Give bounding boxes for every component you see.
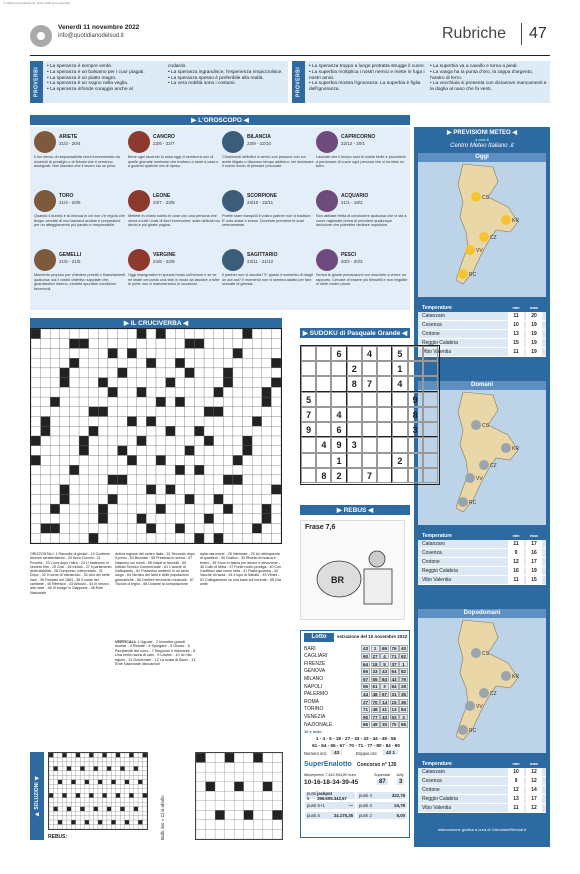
proverbi-left-box [30, 61, 288, 103]
zodiac-icon [128, 131, 150, 153]
vertical-text: 1 Uguale - 2 Investire grandi risorse - 3 Ridotte - 4 Spiegare - 5 Giusto - 6 Recipiente del cono - 7 Seguono il ristorante - 8 Una certa razza di cani - 9 Lavare - 10 Un dio egizio - 11 Governare - 12 La scala di Bach - 13 Ente Nazionale Idrocarburi [115, 640, 196, 667]
sudoku-cell[interactable] [301, 437, 316, 452]
map-city-code: CZ [490, 691, 497, 697]
sudoku-cell[interactable] [408, 453, 423, 468]
meteo-section [414, 127, 550, 847]
lotto-row: ROMA 27 70 14 15 36 [304, 698, 407, 705]
sudoku-cell[interactable] [316, 422, 331, 437]
rebus-illustration [309, 539, 399, 614]
temperature-header: Temperature min max [418, 531, 546, 540]
temperature-row: Catanzaro 11 17 [418, 540, 546, 549]
sudoku-cell[interactable] [408, 437, 423, 452]
sign-dates: 21/5 - 21/6 [59, 259, 81, 264]
sudoku-cell[interactable] [347, 468, 362, 483]
crossword-clues-col3: dalla mia morte - 28 Interesse - 29 Un delinquente di quartiere - 30 Grafico - 33 Rivista di musica e teatro - 35 Sono in fascia per amore e devozione - 36 Culto di Mitra - 37 Fonte molto prodiga - 40 Con il suffisso vale come seta - 41 Pasta gustosa - 42 Vacche di razza - 44 Il lupo di Sabato - 49 Vimini - 51 Collegamento su una base sul torrente - 55 Ora unite [200, 552, 282, 587]
sudoku-cell[interactable] [423, 407, 438, 422]
temperature-row: Crotone 13 19 [418, 330, 546, 339]
sudoku-cell[interactable] [316, 392, 331, 407]
crossword-clues-vertical [115, 640, 197, 666]
sudoku-cell[interactable]: 9 [331, 437, 346, 452]
zodiac-icon [222, 249, 244, 271]
crossword-grid[interactable] [30, 328, 282, 544]
header-divider [521, 23, 522, 45]
lotto-section [300, 630, 410, 838]
sign-text: Senza le giuste precauzioni non riuscirete a vivere un rapporto. Cercate di essere più flessibili e non irrigidite in nelle vostre paure. [316, 273, 408, 287]
sudoku-cell[interactable]: 2 [347, 361, 362, 376]
punti-row: punti 4 322,75 [356, 791, 408, 800]
superstar-number: 87 [379, 779, 386, 785]
map-city-code: CS [482, 195, 489, 201]
lotto-row: PALERMO 44 48 67 31 35 [304, 691, 407, 698]
proverbi-right-col2 [430, 64, 548, 93]
superstar-label: Superstar [374, 773, 391, 777]
sudoku-cell[interactable]: 9 [408, 392, 423, 407]
sign-name: ARIETE [59, 134, 78, 140]
concorso: Concorso n° 135 [357, 762, 397, 768]
weather-icon [465, 473, 475, 483]
map-city-code: RC [469, 728, 477, 734]
sudoku-cell[interactable] [423, 453, 438, 468]
crossword-clues-horizontal: ORIZZONTALI: 1 Raccolte di giudizi - 10 Contiene diverse caratteristiche - 20 Anno Domini - 21 Povertà - 23 L'una dopo l'altra - 24 Li batterono in vecchie film - 25 Così - 26 Iniziali - 27 Il parlamento della stabilità - 28 Compreso, interpretato - 31 Dopo - 32 Il nome di Yamamoto - 34 Uno dei sette nani - 36 Fondato nel 1863 - 38 Il nome del cantante - 40 Riferisce - 43 Articolo - 44 In mezzo alla nave - 46 Si svolge in Giappone - 48 Ente Nazionale [30, 552, 112, 595]
proverbi-tag: PROVERBI [30, 61, 43, 103]
proverb: • La speranza è un piatto magro. [47, 75, 117, 81]
proverb: codardo. [168, 64, 187, 69]
sudoku-cell[interactable]: 7 [362, 376, 377, 391]
sudoku-cell[interactable] [423, 437, 438, 452]
sudoku-cell[interactable] [408, 376, 423, 391]
dieci-e-lotto-label: 10 e lotto [304, 729, 322, 734]
sign-text: Bene ogni facendo in casa oggi vi sembrerà uno di quelle giornate luminose che invitano a stare a casa e a godersi qualche ora di riposo. [128, 155, 219, 169]
oroscopo-section [30, 127, 410, 310]
sudoku-cell[interactable]: 2 [331, 468, 346, 483]
sudoku-cell[interactable] [377, 361, 392, 376]
temperature-row: Catanzaro 11 20 [418, 312, 546, 321]
weather-icon [471, 648, 481, 658]
weather-icon [458, 725, 468, 735]
dieci-line-2: 61 - 64 - 65 - 67 - 70 - 71 - 77 - 80 - 84 - 90 [312, 743, 400, 748]
map-city-code: CS [482, 651, 489, 657]
sign-name: ACQUARIO [341, 193, 369, 199]
soluzioni-tag: ▶ SOLUZIONI ◀ [30, 752, 44, 840]
soluzione-cruciverba [48, 752, 148, 830]
weather-icon [471, 192, 481, 202]
lotto-estrazione: estrazione del 10 novembre 2022 [337, 634, 408, 639]
soluzione-sudoku [195, 752, 283, 840]
sudoku-cell[interactable] [392, 392, 407, 407]
sudoku-cell[interactable] [347, 346, 362, 361]
sudoku-cell[interactable] [423, 376, 438, 391]
proverb: • La speranza troppo a lungo protratta strugge il cuore. [309, 64, 426, 69]
proverb: • La superbia moltiplica i nostri nemici e mette in fuga i nostri amici. [309, 69, 425, 81]
zodiac-icon [316, 131, 338, 153]
superenalotto-numbers: 10-16-18-34-39-45 [304, 779, 359, 786]
sign-dates: 23/11 - 21/12 [247, 259, 274, 264]
sudoku-cell[interactable] [377, 376, 392, 391]
proverbi-right-box [292, 61, 550, 103]
sign-name: SCORPIONE [247, 193, 278, 199]
sudoku-cell[interactable]: 8 [347, 376, 362, 391]
sign-name: BILANCIA [247, 134, 271, 140]
lotto-row: MILANO 67 55 84 43 79 [304, 676, 407, 683]
sudoku-cell[interactable] [377, 346, 392, 361]
sudoku-cell[interactable] [392, 437, 407, 452]
weather-icon [471, 420, 481, 430]
temperature-header: Temperature min max [418, 759, 546, 768]
lotto-row: NAZIONALE 86 49 30 70 65 [304, 721, 407, 728]
sudoku-cell[interactable] [362, 422, 377, 437]
zodiac-icon [222, 131, 244, 153]
temperature-row: Reggio Calabria 15 19 [418, 339, 546, 348]
sign-text: Il tuo senso di responsabilità verrà incrementato da incarichi di prestigio o di fiducia che ti verranno assegnati. Non lasciare che il lavoro sia un peso. [34, 155, 120, 169]
numero-oro: 43 [331, 750, 342, 755]
sudoku-cell[interactable] [377, 437, 392, 452]
sudoku-cell[interactable] [377, 453, 392, 468]
sudoku-cell[interactable] [316, 407, 331, 422]
sign-text: Potete stare tranquilli il vostro partner non vi tradisce. E' solo ansia e stress. Dovreste prendere le cose serenamente. [222, 214, 312, 228]
sign-name: CAPRICORNO [341, 134, 376, 140]
sudoku-cell[interactable]: 6 [331, 422, 346, 437]
sudoku-cell[interactable] [316, 361, 331, 376]
temperature-row: Crotone 12 17 [418, 558, 546, 567]
sudoku-cell[interactable] [362, 453, 377, 468]
lotto-row: FIRENZE 64 18 5 37 1 [304, 660, 408, 667]
temperature-row: Crotone 12 14 [418, 786, 546, 795]
crossword-clues-col2: Antica regione del centro Italia - 51 Secondo dopo il primo - 53 Bruciate - 55 Presenta in scena - 57 Nascono sui monti - 58 Incipit ai fanciulli - 60 Istituto Tecnico Commerciale - 61 L'autore di Gattopardo - 62 Preavviso metterlo in un certo luogo - 64 Nemico dei ladri e delle popolazioni germaniche - 66 Celebre strumento musicale - 67 Trucioli di legno - 68 Durante la composizione [115, 552, 195, 587]
temperature-row: Catanzaro 10 12 [418, 768, 546, 777]
meteo-footer: elaborazione grafica a cura di CalcolatoriRemoti.it [437, 827, 527, 832]
sudoku-cell[interactable] [301, 453, 316, 468]
proverbi-left-col1 [47, 64, 165, 93]
copyright-notice: © ritratto la riproduzione. Tutti i diritti sono riservati [3, 1, 70, 5]
sign-dates: 22/12 - 20/1 [341, 141, 366, 146]
map-city-code: KR [512, 674, 519, 680]
proverb: • La vera nobiltà sono i costumi. [168, 81, 236, 87]
proverb: • La speranza è un sogno nella veglia. [47, 81, 129, 87]
proverb: • La speranza è un balsamo per i cuor piagati. [47, 69, 145, 75]
doppio-oro: 43 1 [383, 750, 398, 755]
sudoku-cell[interactable]: 2 [392, 453, 407, 468]
sign-text: Lasciate che il tempo sani le vostre ferite e procedete a perdonare di cuore ogni persona che vi ha fatto un torto. [316, 155, 406, 169]
sudoku-cell[interactable]: 9 [301, 422, 316, 437]
sudoku-cell[interactable] [316, 346, 331, 361]
sudoku-grid[interactable] [300, 345, 440, 485]
sign-name: TORO [59, 193, 74, 199]
sudoku-cell[interactable]: 5 [301, 392, 316, 407]
proverb: • La vanga ha la punta d'oro, la zappa d'argento, l'aratro di ferro. [430, 69, 533, 81]
zodiac-icon [34, 190, 56, 212]
map-city-code: RC [469, 500, 477, 506]
sudoku-cell[interactable] [347, 392, 362, 407]
sudoku-cell[interactable] [347, 422, 362, 437]
sudoku-cell[interactable] [301, 376, 316, 391]
sign-dates: 21/4 - 20/5 [59, 200, 81, 205]
weather-icon [501, 215, 511, 225]
soluzione-rebus: Bulb, ino = Ci si nbullo [160, 795, 165, 840]
punti-row: punti 2 5,00 [356, 811, 408, 820]
weather-icon [458, 269, 468, 279]
sign-text: Il partner non vi ascolta? E' giusto il momento di dargli un aut aut? Il momento non vi sembra adatto per fare scenate di gelosia. [222, 273, 313, 287]
sudoku-cell[interactable] [362, 437, 377, 452]
sudoku-cell[interactable] [377, 407, 392, 422]
lotto-row: VENEZIA 90 77 43 53 3 [304, 713, 408, 720]
sudoku-cell[interactable] [347, 453, 362, 468]
sign-dates: 21/1 - 19/2 [341, 200, 363, 205]
temperature-row: Cosenza 10 19 [418, 321, 546, 330]
zodiac-icon [128, 190, 150, 212]
sudoku-title: ▶ SUDOKU di Pasquale Grande ◀ [300, 328, 410, 338]
page-number: 47 [529, 25, 547, 42]
sudoku-cell[interactable] [301, 468, 316, 483]
proverb: • La vecchiaia si presenta con dicianove mancamenti e la doglia al naso che fa venti. [430, 81, 547, 93]
sign-dates: 23/7 - 23/8 [153, 200, 175, 205]
sudoku-cell[interactable] [377, 468, 392, 483]
sudoku-cell[interactable] [316, 376, 331, 391]
oroscopo-title: ▶ L'OROSCOPO ◀ [30, 115, 410, 125]
proverbi-tag: PROVERBI [292, 61, 305, 103]
sign-text: Non abbiate fretta di concludere qualcosa che vi sta a cuore ragionate prima di prendere qualunque decisione che potrebbe risultare impulsiva. [316, 214, 407, 228]
sign-name: LEONE [153, 193, 171, 199]
meteo-title: ▶ PREVISIONI METEO ◀ [447, 130, 517, 136]
sudoku-cell[interactable] [423, 422, 438, 437]
weather-icon [458, 497, 468, 507]
sudoku-cell[interactable]: 3 [347, 437, 362, 452]
sudoku-cell[interactable]: 3 [408, 422, 423, 437]
proverbi-right-col1 [309, 64, 427, 93]
soluzione-rebus-label: REBUS: [48, 834, 68, 840]
meteo-day-title: Oggi [418, 153, 546, 162]
sign-name: PESCI [341, 252, 357, 258]
sudoku-cell[interactable] [331, 361, 346, 376]
sudoku-cell[interactable]: 8 [408, 407, 423, 422]
temperature-table [418, 759, 546, 813]
rebus-box [300, 520, 405, 620]
sign-text: Chiarimenti definitivi in arrivo con persone con cui avete litigato o discusso tempo addietro: nel dichiarare il vostro modo di pensare procurate. [222, 155, 314, 169]
temperature-row: Cosenza 9 12 [418, 777, 546, 786]
vertical-title: VERTICALI: [115, 640, 137, 644]
sudoku-cell[interactable] [316, 453, 331, 468]
proverb: • La speranza è sempre verde. [47, 64, 113, 69]
sudoku-cell[interactable] [423, 346, 438, 361]
meteo-credit: a cura di [475, 138, 489, 142]
meteo-day-title: Domani [418, 381, 546, 390]
sudoku-cell[interactable] [423, 361, 438, 376]
header-rule [30, 55, 550, 56]
sudoku-cell[interactable] [392, 407, 407, 422]
sign-dates: 23/10 - 22/11 [247, 200, 274, 205]
map-city-code: VV [476, 476, 483, 482]
weather-icon [465, 245, 475, 255]
lotto-row: BARI 43 1 65 76 40 [304, 645, 407, 652]
sign-dates: 24/8 - 22/9 [153, 259, 175, 264]
map-city-code: KR [512, 446, 519, 452]
weather-icon [479, 232, 489, 242]
contact-email[interactable]: info@quotidianodelsud.it [58, 33, 124, 39]
zodiac-icon [316, 190, 338, 212]
temperature-row: Reggio Calabria 16 19 [418, 567, 546, 576]
issue-date: Venerdì 11 novembre 2022 [58, 24, 140, 31]
sudoku-cell[interactable] [331, 376, 346, 391]
lotto-row: GENOVA 65 33 43 54 82 [304, 668, 407, 675]
sudoku-cell[interactable] [392, 468, 407, 483]
rebus-title: ▶ REBUS ◀ [300, 505, 410, 515]
proverb: • La speranza spesso è preferibile alla realtà. [168, 75, 264, 81]
sudoku-cell[interactable] [392, 422, 407, 437]
sudoku-cell[interactable] [377, 422, 392, 437]
punti-row: punti 6 jackpot 356.605.342,67 [304, 791, 356, 800]
rebus-frase: Frase 7,6 [305, 524, 336, 531]
sudoku-cell[interactable] [362, 407, 377, 422]
punti-table [304, 791, 408, 835]
sudoku-cell[interactable]: 7 [362, 468, 377, 483]
rebus-letters: BR [331, 575, 344, 585]
proverb: • La speranza infonde coraggio anche al [47, 87, 133, 93]
sudoku-cell[interactable]: 4 [316, 437, 331, 452]
sudoku-cell[interactable] [423, 392, 438, 407]
sudoku-cell[interactable] [331, 392, 346, 407]
sign-dates: 23/9 - 22/10 [247, 141, 272, 146]
lotto-row: TORINO 71 48 41 13 84 [304, 706, 407, 713]
weather-icon [501, 443, 511, 453]
sudoku-cell[interactable]: 8 [316, 468, 331, 483]
jolly-label: Jolly [396, 773, 404, 777]
sudoku-cell[interactable]: 7 [301, 407, 316, 422]
sudoku-cell[interactable] [301, 361, 316, 376]
cruciverba-title: ▶ IL CRUCIVERBA ◀ [30, 318, 282, 328]
map-city-code: RC [469, 272, 477, 278]
temperature-table [418, 531, 546, 585]
superenalotto-brand: SuperEnalotto [304, 761, 352, 768]
map-city-code: CZ [490, 235, 497, 241]
meteo-day-title: Dopodomani [418, 609, 546, 618]
zodiac-icon [34, 249, 56, 271]
sudoku-cell[interactable] [377, 392, 392, 407]
lotto-row: NAPOLI 55 61 3 64 28 [304, 683, 407, 690]
lotto-row: CAGLIARI 90 27 4 71 62 [304, 653, 407, 660]
sudoku-cell[interactable]: 5 [392, 346, 407, 361]
map-city-code: CZ [490, 463, 497, 469]
montepremi: Montepremi 7.462.844,80 euro [304, 773, 356, 777]
weather-icon [479, 460, 489, 470]
sudoku-cell[interactable] [408, 468, 423, 483]
punti-row: punti 5+1 — [304, 801, 356, 810]
temperature-row: Vibo Valentia 11 19 [418, 348, 546, 357]
jolly-number: 3 [399, 779, 403, 785]
newspaper-logo [30, 25, 52, 47]
proverbi-left-col2 [168, 64, 286, 87]
meteo-map [418, 618, 546, 753]
sudoku-cell[interactable]: 4 [392, 376, 407, 391]
sudoku-cell[interactable] [423, 468, 438, 483]
zodiac-icon [222, 190, 244, 212]
sudoku-cell[interactable] [362, 361, 377, 376]
weather-icon [501, 671, 511, 681]
temperature-row: Vibo Valentia 11 15 [418, 576, 546, 585]
sign-text: Mettete in chiaro subito le cose con una persona che cerca a tutti i costi di farvi innervosire: state delicati ma decisi e poi girate pagina. [128, 214, 220, 228]
meteo-map [418, 162, 546, 297]
punti-row: punti 3 24,78 [356, 801, 408, 810]
sudoku-cell[interactable]: 4 [331, 407, 346, 422]
temperature-row: Cosenza 9 16 [418, 549, 546, 558]
sudoku-cell[interactable] [408, 346, 423, 361]
sudoku-cell[interactable] [362, 392, 377, 407]
map-city-code: CS [482, 423, 489, 429]
sudoku-cell[interactable]: 6 [331, 346, 346, 361]
sign-name: CANCRO [153, 134, 175, 140]
map-city-code: KR [512, 218, 519, 224]
sudoku-cell[interactable] [301, 346, 316, 361]
meteo-provider: Centro Meteo Italiano .it [450, 143, 514, 149]
section-title: Rubriche [442, 25, 507, 42]
proverb: • La superbia mostra l'ignoranza. La superbia è figlia dell'ignoranza. [309, 81, 421, 93]
weather-icon [465, 701, 475, 711]
sign-dates: 20/2 - 20/3 [341, 259, 363, 264]
sign-name: VERGINE [153, 252, 176, 258]
sudoku-cell[interactable] [347, 407, 362, 422]
sudoku-cell[interactable]: 1 [331, 453, 346, 468]
punti-row: punti 5 24.175,35 [304, 811, 356, 820]
zodiac-icon [316, 249, 338, 271]
sign-text: Quando il dubbio e la insinua in voi non c'è regola che tenga: cercate di non lasciarvi andare e preparatevi per un atteggiamento più pacato e responsabile. [34, 214, 125, 228]
temperature-row: Reggio Calabria 13 17 [418, 795, 546, 804]
temperature-header: Temperature min max [418, 303, 546, 312]
sudoku-cell[interactable] [408, 361, 423, 376]
temperature-row: Vibo Valentia 11 12 [418, 804, 546, 813]
weather-icon [479, 688, 489, 698]
map-city-code: VV [476, 704, 483, 710]
proverb: • La superbia va a cavallo e torna a piedi. [430, 64, 518, 69]
sign-name: SAGITTARIO [247, 252, 278, 258]
lotto-brand: Lotto [304, 633, 334, 642]
sign-dates: 22/6 - 22/7 [153, 141, 175, 146]
map-city-code: VV [476, 248, 483, 254]
zodiac-icon [34, 131, 56, 153]
sign-text: Momento propizio per chiedere prestiti o finanziamenti qualcosa: sia il vostro obiettivo sappiate che, guardandovi intorno, vedrete spuntare condizioni favorevoli. [34, 273, 126, 291]
sudoku-cell[interactable]: 4 [362, 346, 377, 361]
sign-name: GEMELLI [59, 252, 82, 258]
sign-dates: 21/3 - 20/4 [59, 141, 81, 146]
sign-text: Oggi impegnatevi in special modo sull'amore e se ve ne stiate cercando una fate in modo da lasciare a tutte le porte non vi mancheranno le occasioni. [128, 273, 220, 287]
sudoku-cell[interactable]: 1 [392, 361, 407, 376]
numero-oro-label: Numero oro: [304, 751, 328, 756]
doppio-oro-label: Doppio oro: [356, 751, 378, 756]
zodiac-icon [128, 249, 150, 271]
dieci-line-1: 1 - 4 - 5 - 18 - 27 - 33 - 43 - 44 - 48 - 55 [315, 736, 397, 741]
proverb: • La speranza ingrandisce, l'esperienza rimpicciolisce. [168, 69, 283, 75]
